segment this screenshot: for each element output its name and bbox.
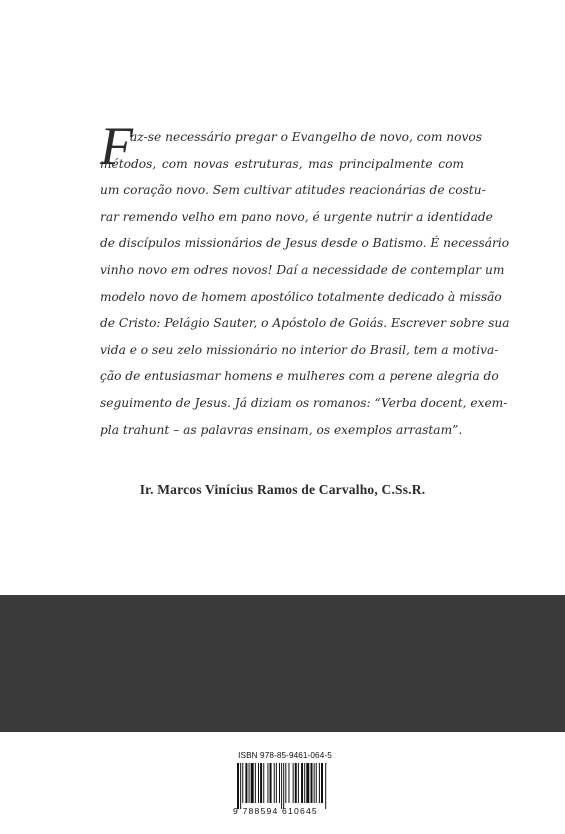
barcode-bar [319, 763, 320, 803]
barcode-bar [295, 763, 297, 803]
quote-line: pla trahunt – as palavras ensinam, os exemplos arrastam”. [100, 422, 463, 437]
quote-line: rar remendo velho em pano novo, é urgente nutrir a identidade [100, 209, 493, 224]
barcode-bar [260, 763, 262, 803]
barcode-bar [245, 763, 247, 803]
barcode-bar [255, 763, 256, 803]
barcode-bar [311, 763, 313, 803]
barcode-bar [283, 763, 284, 809]
barcode-bar [274, 763, 275, 803]
barcode-bar [251, 763, 254, 803]
quote-line: modelo novo de homem apostólico totalmente dedicado à missão [100, 289, 502, 304]
quote-line: seguimento de Jesus. Já diziam os romanos: “Verba docent, exem- [100, 395, 508, 410]
barcode-bar [304, 763, 305, 803]
quote-line: de discípulos missionários de Jesus desde o Batismo. É necessário [100, 236, 510, 251]
barcode-bar [325, 763, 326, 809]
barcode-bar [267, 763, 268, 803]
barcode-bar [258, 763, 259, 803]
barcode-bar [285, 763, 286, 803]
barcode-bar [281, 763, 282, 809]
barcode-bar [242, 763, 243, 803]
barcode-bar [249, 763, 250, 803]
isbn-label: ISBN 978-85-9461-064-5 [238, 751, 332, 760]
barcode-bar [237, 763, 239, 809]
barcode-bar [316, 763, 317, 803]
barcode-bar [298, 763, 299, 803]
quote-paragraph [100, 124, 510, 443]
barcode-bar [276, 763, 277, 803]
quote-line: vida e o seu zelo missionário no interior do Brasil, tem a motiva- [100, 342, 499, 357]
barcode-bar [306, 763, 309, 803]
barcode-bar [288, 763, 289, 803]
barcode-bar [263, 763, 264, 803]
barcode-bar [321, 763, 323, 803]
quote-line: métodos, com novas estruturas, mas principalmente com [100, 156, 464, 171]
quote-line: az-se necessário pregar o Evangelho de novo, com novos [130, 130, 482, 144]
barcode-bar [301, 763, 303, 803]
quote-line: vinho novo em odres novos! Daí a necessidade de contemplar um [100, 262, 505, 277]
quote-line: ção de entusiasmar homens e mulheres com a perene alegria do [100, 369, 499, 384]
quote-line: de Cristo: Pelágio Sauter, o Apóstolo de Goiás. Escrever sobre sua [100, 316, 510, 331]
drop-cap: F [100, 116, 133, 176]
author-signature: Ir. Marcos Vinícius Ramos de Carvalho, C.Ss.R. [139, 482, 426, 497]
barcode-bar [293, 763, 294, 803]
barcode-bar [270, 763, 272, 803]
quote-line: um coração novo. Sem cultivar atitudes reacionárias de costu- [100, 183, 486, 198]
barcode-bar [314, 763, 315, 803]
barcode [231, 748, 337, 820]
barcode-bar [240, 763, 241, 809]
barcode-bar [279, 763, 280, 803]
dark-band [0, 595, 565, 732]
barcode-digits: 9 788594 610645 [233, 806, 318, 816]
